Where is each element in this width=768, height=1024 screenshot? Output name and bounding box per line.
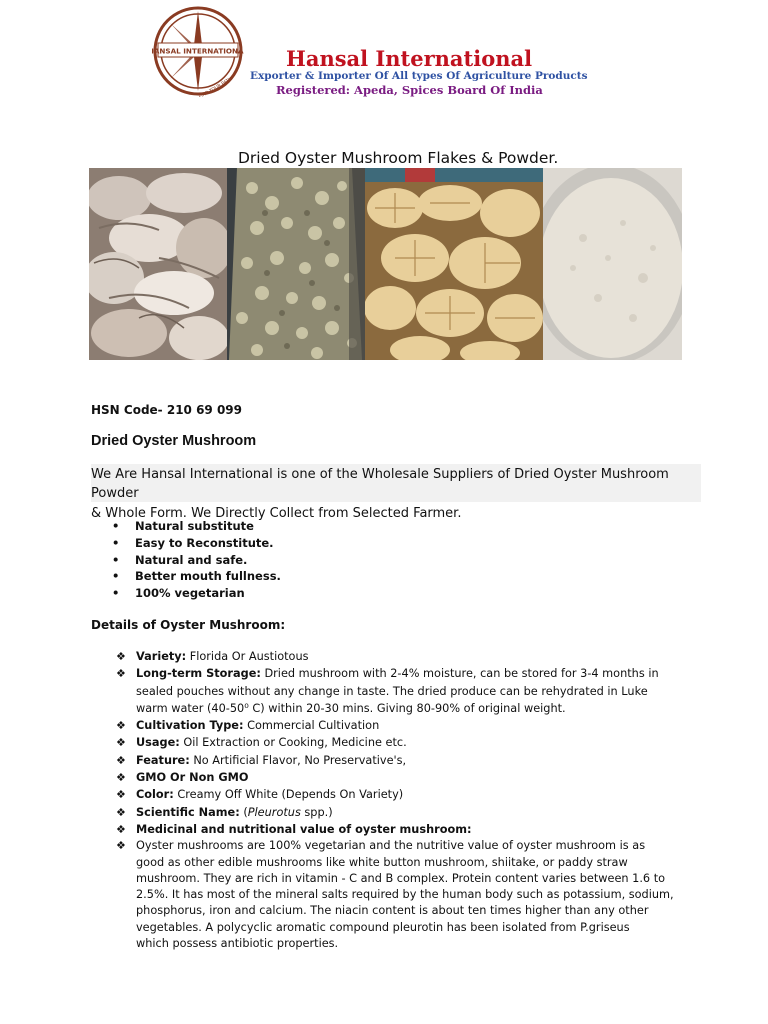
photo-dried-mushroom-pieces (365, 168, 543, 360)
bullet-icon: • (112, 586, 120, 601)
bullet-icon: • (112, 535, 120, 550)
diamond-bullet-icon: ❖ (116, 839, 126, 853)
list-item: • Natural and safe. (112, 552, 248, 567)
document-title: Dried Oyster Mushroom Flakes & Powder. (238, 149, 559, 167)
feature-bullet-list (112, 518, 281, 602)
list-item: • Better mouth fullness. (112, 569, 281, 584)
photo-whole-mushrooms (89, 168, 227, 360)
bullet-icon: • (112, 552, 120, 567)
intro-paragraph (91, 464, 701, 521)
diamond-bullet-icon: ❖ (116, 650, 126, 663)
diamond-bullet-icon: ❖ (116, 822, 126, 836)
detail-nutrition-paragraph: ❖ Oyster mushrooms are 100% vegetarian and the nutritive value of oyster mushroom is as good as other edible mushrooms like white button mushroom, shiitake, or paddy straw mushroom. They are rich in vitamin - C and B complex. Protein content varies between 1.6 to 2.5%. It has most of the mineral salts required by the human body such as potassium, sodium, phosphorus, iron and calcium. The niacin content is about ten times higher than any other vegetables. A polycyclic aromatic compound pleurotin has been isolated from P.griseus which possess antibiotic properties. (116, 839, 674, 951)
detail-scientific-name: ❖ Scientific Name: (Pleurotus spp.) (116, 804, 701, 821)
detail-medicinal-heading: ❖ Medicinal and nutritional value of oyster mushroom: (116, 821, 701, 838)
logo-tagline: FIND YOUR PATH (198, 77, 234, 97)
diamond-bullet-icon: ❖ (116, 667, 126, 681)
diamond-bullet-icon: ❖ (116, 753, 126, 767)
diamond-bullet-icon: ❖ (116, 805, 126, 819)
details-heading: Details of Oyster Mushroom: (91, 618, 286, 632)
diamond-bullet-icon: ❖ (116, 719, 126, 733)
company-tagline: Exporter & Importer Of All types Of Agriculture Products (250, 70, 588, 82)
diamond-bullet-icon: ❖ (116, 788, 126, 802)
intro-line-2: & Whole Form. We Directly Collect from Selected Farmer. (91, 506, 462, 521)
diamond-bullet-icon: ❖ (116, 771, 126, 785)
detail-feature: ❖ Feature: No Artificial Flavor, No Preservative's, (116, 752, 701, 769)
details-list (116, 648, 701, 952)
photo-mushroom-powder (543, 168, 682, 360)
detail-storage: ❖ Long-term Storage: Dried mushroom with 2-4% moisture, can be stored for 3-4 months in sealed pouches without any change in taste. The dried produce can be rehydrated in Luke warm water (40-50⁰ C) within 20-30 mins. Giving 80-90% of original weight. (116, 667, 659, 715)
logo-text: HANSAL INTERNATIONAL (152, 46, 244, 56)
company-logo (152, 5, 244, 97)
detail-variety: ❖ Variety: Florida Or Austiotous (116, 648, 701, 665)
list-item: • Natural substitute (112, 519, 254, 533)
diamond-bullet-icon: ❖ (116, 736, 126, 750)
detail-usage: ❖ Usage: Oil Extraction or Cooking, Medicine etc. (116, 734, 701, 751)
intro-line-1: We Are Hansal International is one of the Wholesale Suppliers of Dried Oyster Mushroom Powder (91, 467, 669, 501)
bullet-icon: • (112, 519, 120, 533)
list-item: • 100% vegetarian (112, 586, 245, 601)
detail-color: ❖ Color: Creamy Off White (Depends On Variety) (116, 786, 701, 803)
registration-info: Registered: Apeda, Spices Board Of India (276, 83, 543, 97)
detail-gmo: ❖ GMO Or Non GMO (116, 769, 701, 786)
bullet-icon: • (112, 569, 120, 584)
photo-mushroom-flakes-bag (227, 168, 365, 360)
list-item: • Easy to Reconstitute. (112, 535, 274, 550)
hsn-code: HSN Code- 210 69 099 (91, 403, 242, 417)
company-name: Hansal International (286, 46, 533, 71)
detail-cultivation: ❖ Cultivation Type: Commercial Cultivation (116, 717, 701, 734)
product-heading: Dried Oyster Mushroom (91, 433, 257, 449)
